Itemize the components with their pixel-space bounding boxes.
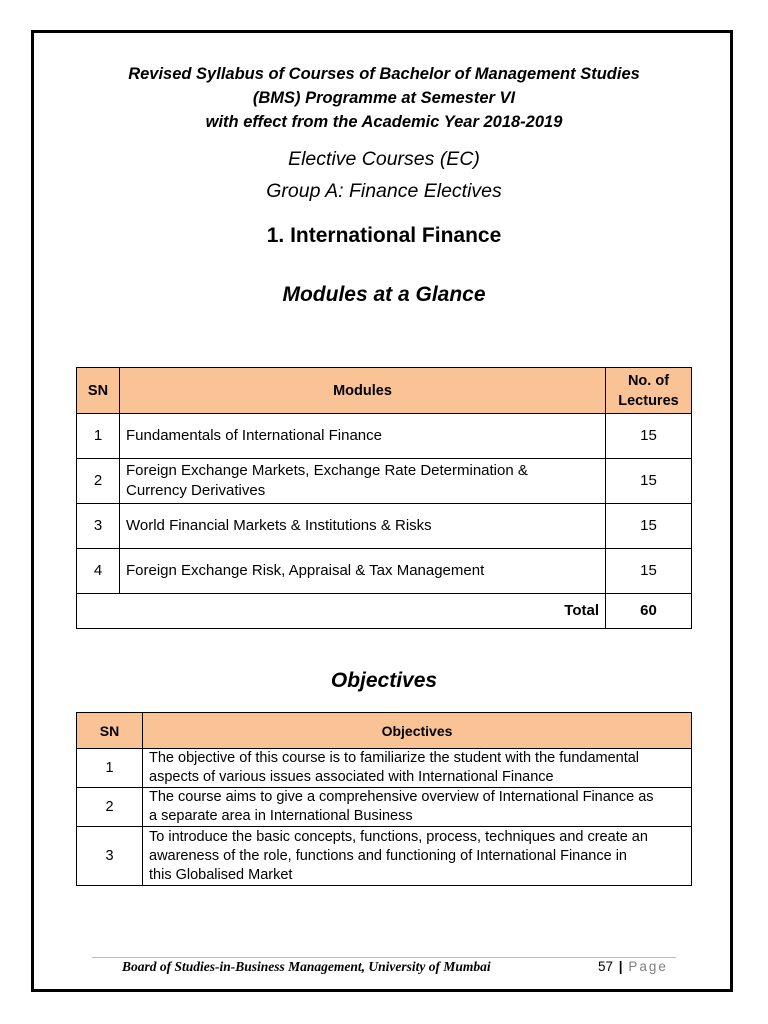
total-label: Total xyxy=(77,594,606,629)
col-header-lectures xyxy=(606,368,692,414)
modules-table xyxy=(76,367,692,629)
col-header-objectives: Objectives xyxy=(143,713,692,749)
footer-board-text: Board of Studies-in-Business Management, University of Mumbai xyxy=(122,959,491,974)
row-sn: 2 xyxy=(77,788,143,827)
footer-page-word: Page xyxy=(628,959,668,974)
row-module-line1: Foreign Exchange Markets, Exchange Rate Determination & xyxy=(126,462,528,479)
row-sn: 2 xyxy=(77,459,120,504)
row-module: World Financial Markets & Institutions & Risks xyxy=(120,504,606,549)
row-objective xyxy=(143,788,692,827)
row-objective-line1: The objective of this course is to familiarize the student with the fundamental xyxy=(149,750,640,766)
row-sn: 1 xyxy=(77,749,143,788)
objectives-section-title: Objectives xyxy=(330,669,438,692)
total-value: 60 xyxy=(606,594,692,629)
header-line-1: Revised Syllabus of Courses of Bachelor of Management Studies xyxy=(128,65,640,83)
table-row xyxy=(77,749,692,788)
table-row xyxy=(77,549,692,594)
modules-section-title: Modules at a Glance xyxy=(282,283,486,306)
document-header xyxy=(40,62,728,134)
footer-divider xyxy=(92,957,676,958)
row-lectures: 15 xyxy=(606,459,692,504)
table-header-row xyxy=(77,713,692,749)
table-row xyxy=(77,459,692,504)
table-row xyxy=(77,827,692,886)
row-lectures: 15 xyxy=(606,549,692,594)
row-lectures: 15 xyxy=(606,414,692,459)
row-objective xyxy=(143,749,692,788)
row-objective-line1: To introduce the basic concepts, functions, process, techniques and create an xyxy=(149,828,648,845)
footer-page-number: 57 xyxy=(598,959,614,974)
table-row xyxy=(77,414,692,459)
col-header-sn: SN xyxy=(77,368,120,414)
table-header-row xyxy=(77,368,692,414)
row-sn: 3 xyxy=(77,504,120,549)
row-objective xyxy=(143,827,692,886)
row-objective-line1: The course aims to give a comprehensive overview of International Finance as xyxy=(149,789,654,805)
header-line-2: (BMS) Programme at Semester VI xyxy=(252,89,516,107)
row-objective-line2: a separate area in International Business xyxy=(149,808,413,824)
table-row xyxy=(77,788,692,827)
row-objective-line2: aspects of various issues associated with International Finance xyxy=(149,769,554,785)
row-module: Fundamentals of International Finance xyxy=(120,414,606,459)
elective-heading: Elective Courses (EC) xyxy=(288,148,480,170)
row-module xyxy=(120,459,606,504)
row-objective-line2: awareness of the role, functions and functioning of International Finance in xyxy=(149,847,627,864)
row-objective-line3: this Globalised Market xyxy=(149,866,293,883)
row-sn: 4 xyxy=(77,549,120,594)
col-header-lectures-line2: Lectures xyxy=(618,392,679,409)
total-row xyxy=(77,594,692,629)
header-line-3: with effect from the Academic Year 2018-2019 xyxy=(205,113,563,131)
course-title: 1. International Finance xyxy=(266,224,502,247)
row-sn: 1 xyxy=(77,414,120,459)
row-lectures: 15 xyxy=(606,504,692,549)
footer-separator: | xyxy=(618,959,623,974)
col-header-modules: Modules xyxy=(120,368,606,414)
table-row xyxy=(77,504,692,549)
row-module-line2: Currency Derivatives xyxy=(126,482,266,499)
col-header-sn: SN xyxy=(77,713,143,749)
footer-page-info xyxy=(598,959,668,974)
objectives-table xyxy=(76,712,692,886)
col-header-lectures-line1: No. of xyxy=(627,372,670,389)
group-heading: Group A: Finance Electives xyxy=(266,180,502,202)
row-sn: 3 xyxy=(77,827,143,886)
row-module: Foreign Exchange Risk, Appraisal & Tax Management xyxy=(120,549,606,594)
